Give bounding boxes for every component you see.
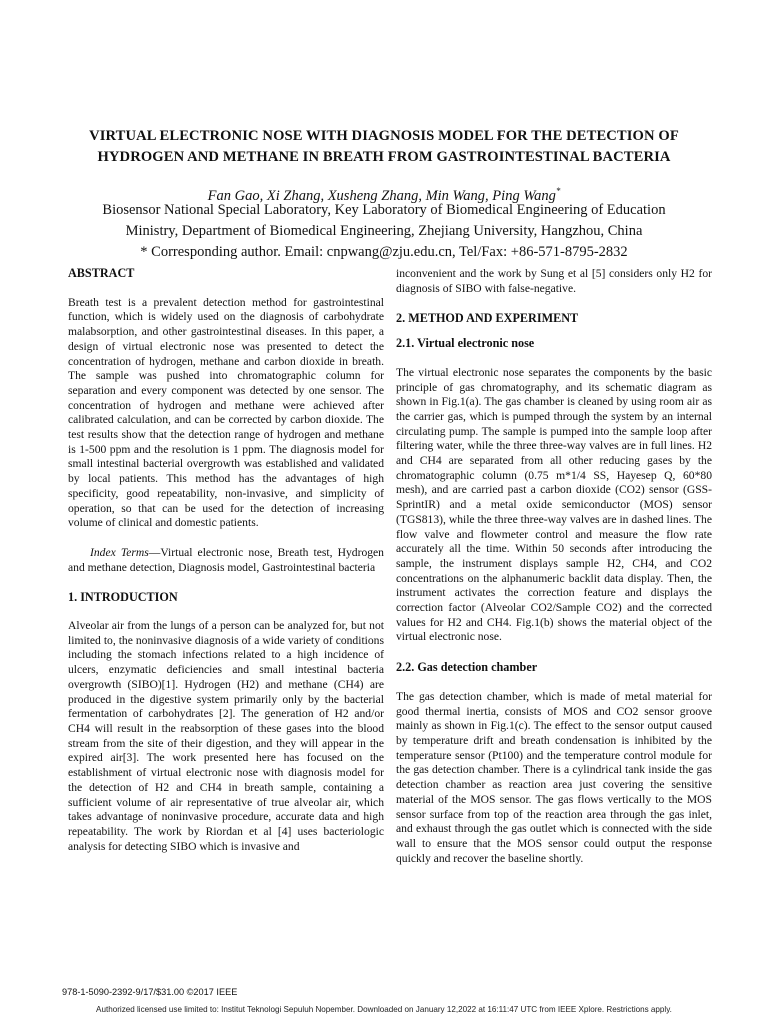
affiliation-line-2: Ministry, Department of Biomedical Engineering, Zhejiang University, Hangzhou, China: [125, 223, 643, 239]
gas-chamber-text: The gas detection chamber, which is made of metal material for good thermal inertia, consists of MOS and CO2 sensor groove mainly as shown in Fig.1(c). The effect to the sensor output caused by temperature drift and breath condensation is inhibited by the temperature sensor (Pt100) and the temperature control module for the gas detection chamber. There is a cylindrical tank inside the gas detection chamber as reaction area just covering the sensitive material of the MOS sensor. The gas flows vertically to the MOS sensor surface from top of the reaction area through the gas inlet, and exhaust through the gas outlet which is connected with the side wall to ensure that the MOS sensor could output the response quickly and recover the baseline shortly.: [396, 689, 712, 865]
corresponding-mark: *: [555, 186, 561, 196]
subsection-virtual-nose: 2.1. Virtual electronic nose: [396, 336, 535, 351]
index-terms: [68, 546, 384, 575]
introduction-continued: inconvenient and the work by Sung et al [5] considers only H2 for diagnosis of SIBO with false-negative.: [396, 267, 712, 295]
title-line-2: HYDROGEN AND METHANE IN BREATH FROM GASTROINTESTINAL BACTERIA: [97, 149, 671, 165]
abstract-heading: ABSTRACT: [68, 266, 135, 280]
title-line-1: VIRTUAL ELECTRONIC NOSE WITH DIAGNOSIS MODEL FOR THE DETECTION OF: [89, 128, 679, 144]
introduction-text: Alveolar air from the lungs of a person can be analyzed for, but not limited to, the noninvasive diagnosis of a wide variety of conditions including the stomach infections related to a high incidence of ulcers, enzymatic deficiencies and small intestinal bacteria overgrowth (SIBO)[1]. Hydrogen (H2) and methane (CH4) are produced in the digestive system primarily only by the bacterial fermentation of carbohydrates [2]. The generation of H2 and/or CH4 will result in the reabsorption of these gases into the blood stream from the site of their digestion, and they will appear in the expired air[3]. The work presented here has focused on the establishment of virtual electronic nose with diagnosis model for the detection of H2 and CH4 in breath sample, containing a sufficient volume of air representative of true alveolar air, which takes advantage of noninvasive procedure, accurate data and high repeatability. The work by Riordan et al [4] uses bacteriologic analysis for detecting SIBO which is invasive and: [68, 619, 384, 853]
isbn-footer: 978-1-5090-2392-9/17/$31.00 ©2017 IEEE: [62, 987, 238, 997]
paper-title: [60, 126, 708, 168]
affiliation: [40, 200, 728, 263]
abstract-text: Breath test is a prevalent detection method for gastrointestinal function, which is widely used on the diagnosis of carbohydrate malabsorption, and other gastrointestinal diseases. In this paper, a design of virtual electronic nose was presented to detect the concentration of hydrogen, methane and carbon dioxide in breath. The sample was pushed into chromatographic column for separation and every component was detected by one sensor. The concentration of hydrogen and methane were achieved after calibrated calculation, and can be corrected by carbon dioxide. The test results show that the detection range of hydrogen and methane is 1-500 ppm and the resolution is 1 ppm. The diagnosis model for small intestinal bacterial overgrowth was established and validated by local patients. This method has the advantages of high specificity, good repeatability, non-invasive, and simplicity of operation, so that can be used for the detection of increasing volume of clinical and domestic patients.: [68, 295, 384, 530]
method-heading: 2. METHOD AND EXPERIMENT: [396, 311, 579, 326]
right-column: [396, 267, 712, 866]
index-terms-label: Index Terms: [90, 545, 149, 559]
license-footer: Authorized licensed use limited to: Institut Teknologi Sepuluh Nopember. Downloaded on January 12,2022 at 16:11:47 UTC from IEEE Xplore. Restrictions apply.: [96, 1005, 672, 1014]
virtual-nose-text: The virtual electronic nose separates the components by the basic principle of gas chromatography, and its schematic diagram as shown in Fig.1(a). The gas chamber is cleaned by using room air as the carrier gas, which is pumped through the system by an internal circulating pump. The sample is pumped into the sample loop after filtering water, while the three three-way valves are in full lines. H2 and CH4 are separated from all other reducing gases by the chromatographic column (0.75 m*1/4 SS, Hayesep Q, 60*80 mesh), and are carried past a carbon dioxide (CO2) sensor (GSS-SprintIR) and a metal oxide semiconductor (MOS) sensor (TGS813), while the three three-way valves are in dashed lines. The flow valve and flowmeter control and measure the flow rate accurately all the time. Within 50 seconds after introducing the sample, the instrument displays sample H2, CH4, and CO2 concentrations on the alphanumeric backlit data display. Then, the instrument activates the correction feature and displays the correction factor (Alveolar CO2/Sample CO2) and the corrected values for H2 and CH4. Fig.1(b) shows the material object of the virtual electronic nose.: [396, 365, 712, 644]
index-terms-text: —Virtual electronic nose, Breath test, Hydrogen and methane detection, Diagnosis model, Gastrointestinal bacteria: [68, 545, 384, 574]
corresponding-author-line: * Corresponding author. Email: cnpwang@zju.edu.cn, Tel/Fax: +86-571-8795-2832: [140, 244, 628, 260]
subsection-gas-chamber: 2.2. Gas detection chamber: [396, 660, 538, 675]
left-column: [68, 266, 384, 854]
affiliation-line-1: Biosensor National Special Laboratory, Key Laboratory of Biomedical Engineering of Education: [102, 202, 666, 218]
introduction-heading: 1. INTRODUCTION: [68, 590, 178, 605]
author-names: Fan Gao, Xi Zhang, Xusheng Zhang, Min Wang, Ping Wang: [207, 187, 556, 204]
